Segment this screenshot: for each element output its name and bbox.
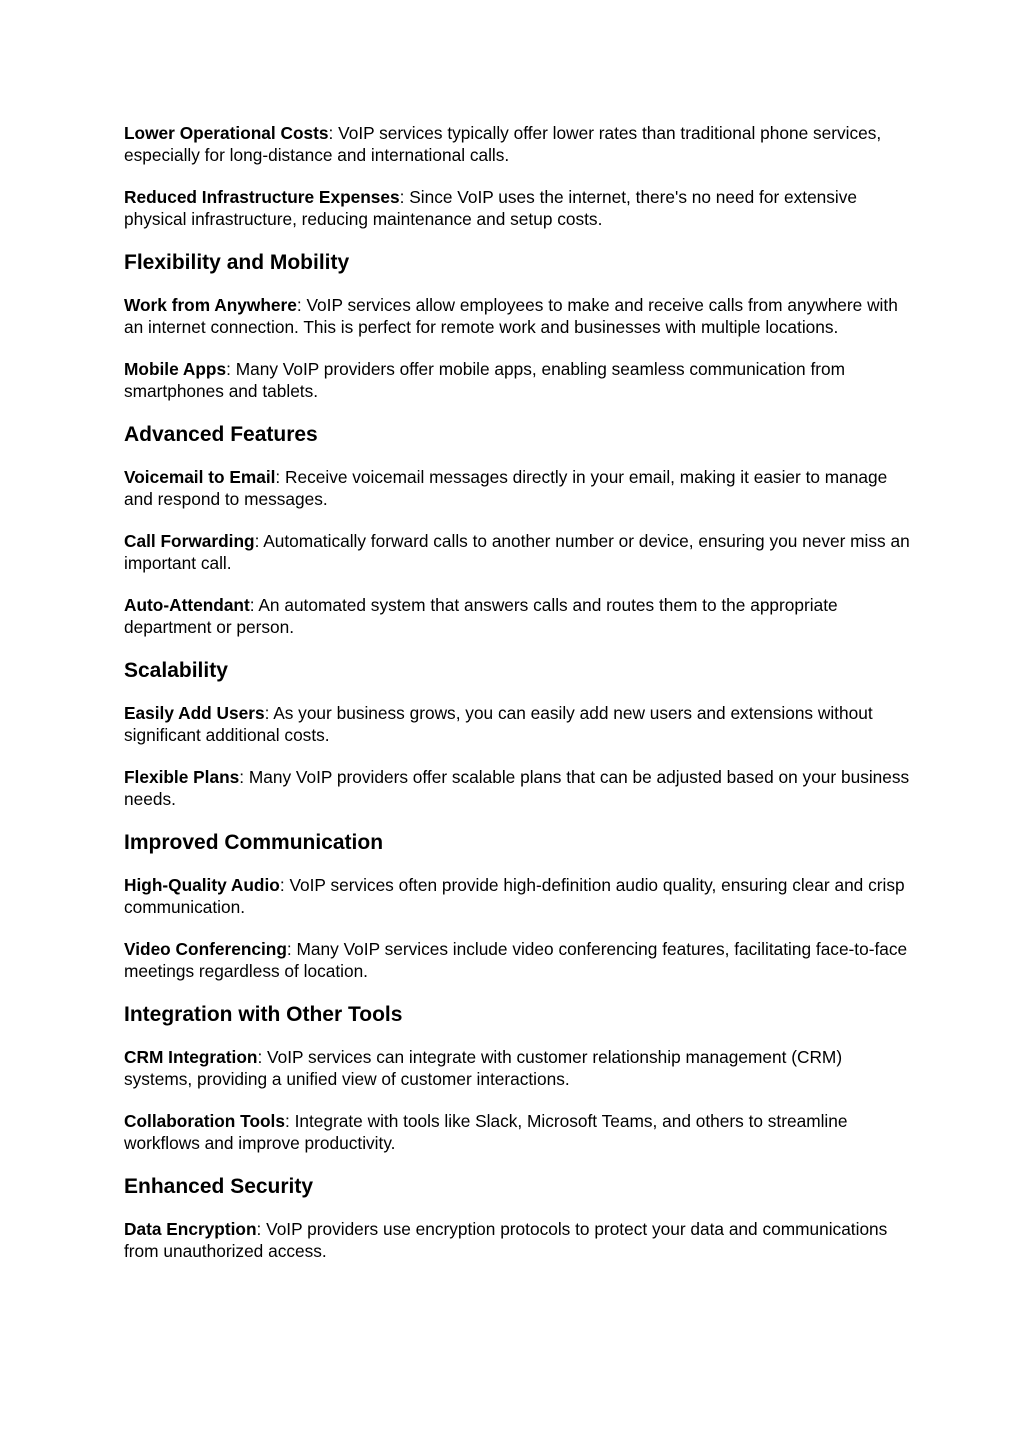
section-heading-flexibility: Flexibility and Mobility <box>124 251 350 274</box>
paragraph-easily-add-users <box>124 702 914 746</box>
paragraph-text: : Many VoIP services include video conferencing features, facilitating face-to-face meetings regardless of location. <box>124 939 908 981</box>
paragraph-flexible-plans <box>124 766 914 810</box>
paragraph-text: : VoIP services allow employees to make and receive calls from anywhere with an internet connection. This is perfect for remote work and businesses with multiple locations. <box>124 295 898 337</box>
paragraph-high-quality-audio <box>124 874 914 918</box>
paragraph-crm-integration <box>124 1046 914 1090</box>
paragraph-term: Call Forwarding <box>124 531 255 551</box>
paragraph-text: : Many VoIP providers offer scalable plans that can be adjusted based on your business needs. <box>124 767 910 809</box>
paragraph-term: Data Encryption <box>124 1219 257 1239</box>
paragraph-term: Lower Operational Costs <box>124 123 329 143</box>
paragraph-text: : VoIP services typically offer lower rates than traditional phone services, especially for long-distance and international calls. <box>124 123 882 165</box>
paragraph-work-from-anywhere <box>124 294 914 338</box>
paragraph-text: : As your business grows, you can easily add new users and extensions without significant additional costs. <box>124 703 873 745</box>
paragraph-text: : Receive voicemail messages directly in your email, making it easier to manage and respond to messages. <box>124 467 888 509</box>
section-heading-scalability: Scalability <box>124 659 228 682</box>
paragraph-collaboration-tools <box>124 1110 914 1154</box>
paragraph-text: : VoIP services can integrate with customer relationship management (CRM) systems, providing a unified view of customer interactions. <box>124 1047 843 1089</box>
paragraph-term: Flexible Plans <box>124 767 240 787</box>
paragraph-auto-attendant <box>124 594 914 638</box>
paragraph-text: : Automatically forward calls to another number or device, ensuring you never miss an important call. <box>124 531 910 573</box>
paragraph-term: Work from Anywhere <box>124 295 297 315</box>
section-heading-enhanced-security: Enhanced Security <box>124 1175 314 1198</box>
paragraph-lower-operational-costs <box>124 122 914 166</box>
paragraph-video-conferencing <box>124 938 914 982</box>
document-body <box>124 122 914 1282</box>
paragraph-term: Auto-Attendant <box>124 595 250 615</box>
section-heading-integration: Integration with Other Tools <box>124 1003 403 1026</box>
paragraph-text: : VoIP services often provide high-definition audio quality, ensuring clear and crisp communication. <box>124 875 905 917</box>
paragraph-data-encryption <box>124 1218 914 1262</box>
paragraph-text: : Many VoIP providers offer mobile apps, enabling seamless communication from smartphones and tablets. <box>124 359 846 401</box>
paragraph-mobile-apps <box>124 358 914 402</box>
paragraph-voicemail-to-email <box>124 466 914 510</box>
paragraph-term: Collaboration Tools <box>124 1111 285 1131</box>
paragraph-term: Easily Add Users <box>124 703 265 723</box>
paragraph-text: : VoIP providers use encryption protocols to protect your data and communications from unauthorized access. <box>124 1219 888 1261</box>
paragraph-term: High-Quality Audio <box>124 875 280 895</box>
paragraph-term: Voicemail to Email <box>124 467 276 487</box>
paragraph-term: Reduced Infrastructure Expenses <box>124 187 400 207</box>
paragraph-term: Video Conferencing <box>124 939 287 959</box>
paragraph-text: : Integrate with tools like Slack, Microsoft Teams, and others to streamline workflows and improve productivity. <box>124 1111 848 1153</box>
paragraph-call-forwarding <box>124 530 914 574</box>
paragraph-text: : Since VoIP uses the internet, there's no need for extensive physical infrastructure, reducing maintenance and setup costs. <box>124 187 858 229</box>
paragraph-text: : An automated system that answers calls and routes them to the appropriate department or person. <box>124 595 838 637</box>
section-heading-improved-communication: Improved Communication <box>124 831 384 854</box>
paragraph-term: Mobile Apps <box>124 359 227 379</box>
paragraph-term: CRM Integration <box>124 1047 258 1067</box>
section-heading-advanced-features: Advanced Features <box>124 423 318 446</box>
paragraph-reduced-infrastructure-expenses <box>124 186 914 230</box>
